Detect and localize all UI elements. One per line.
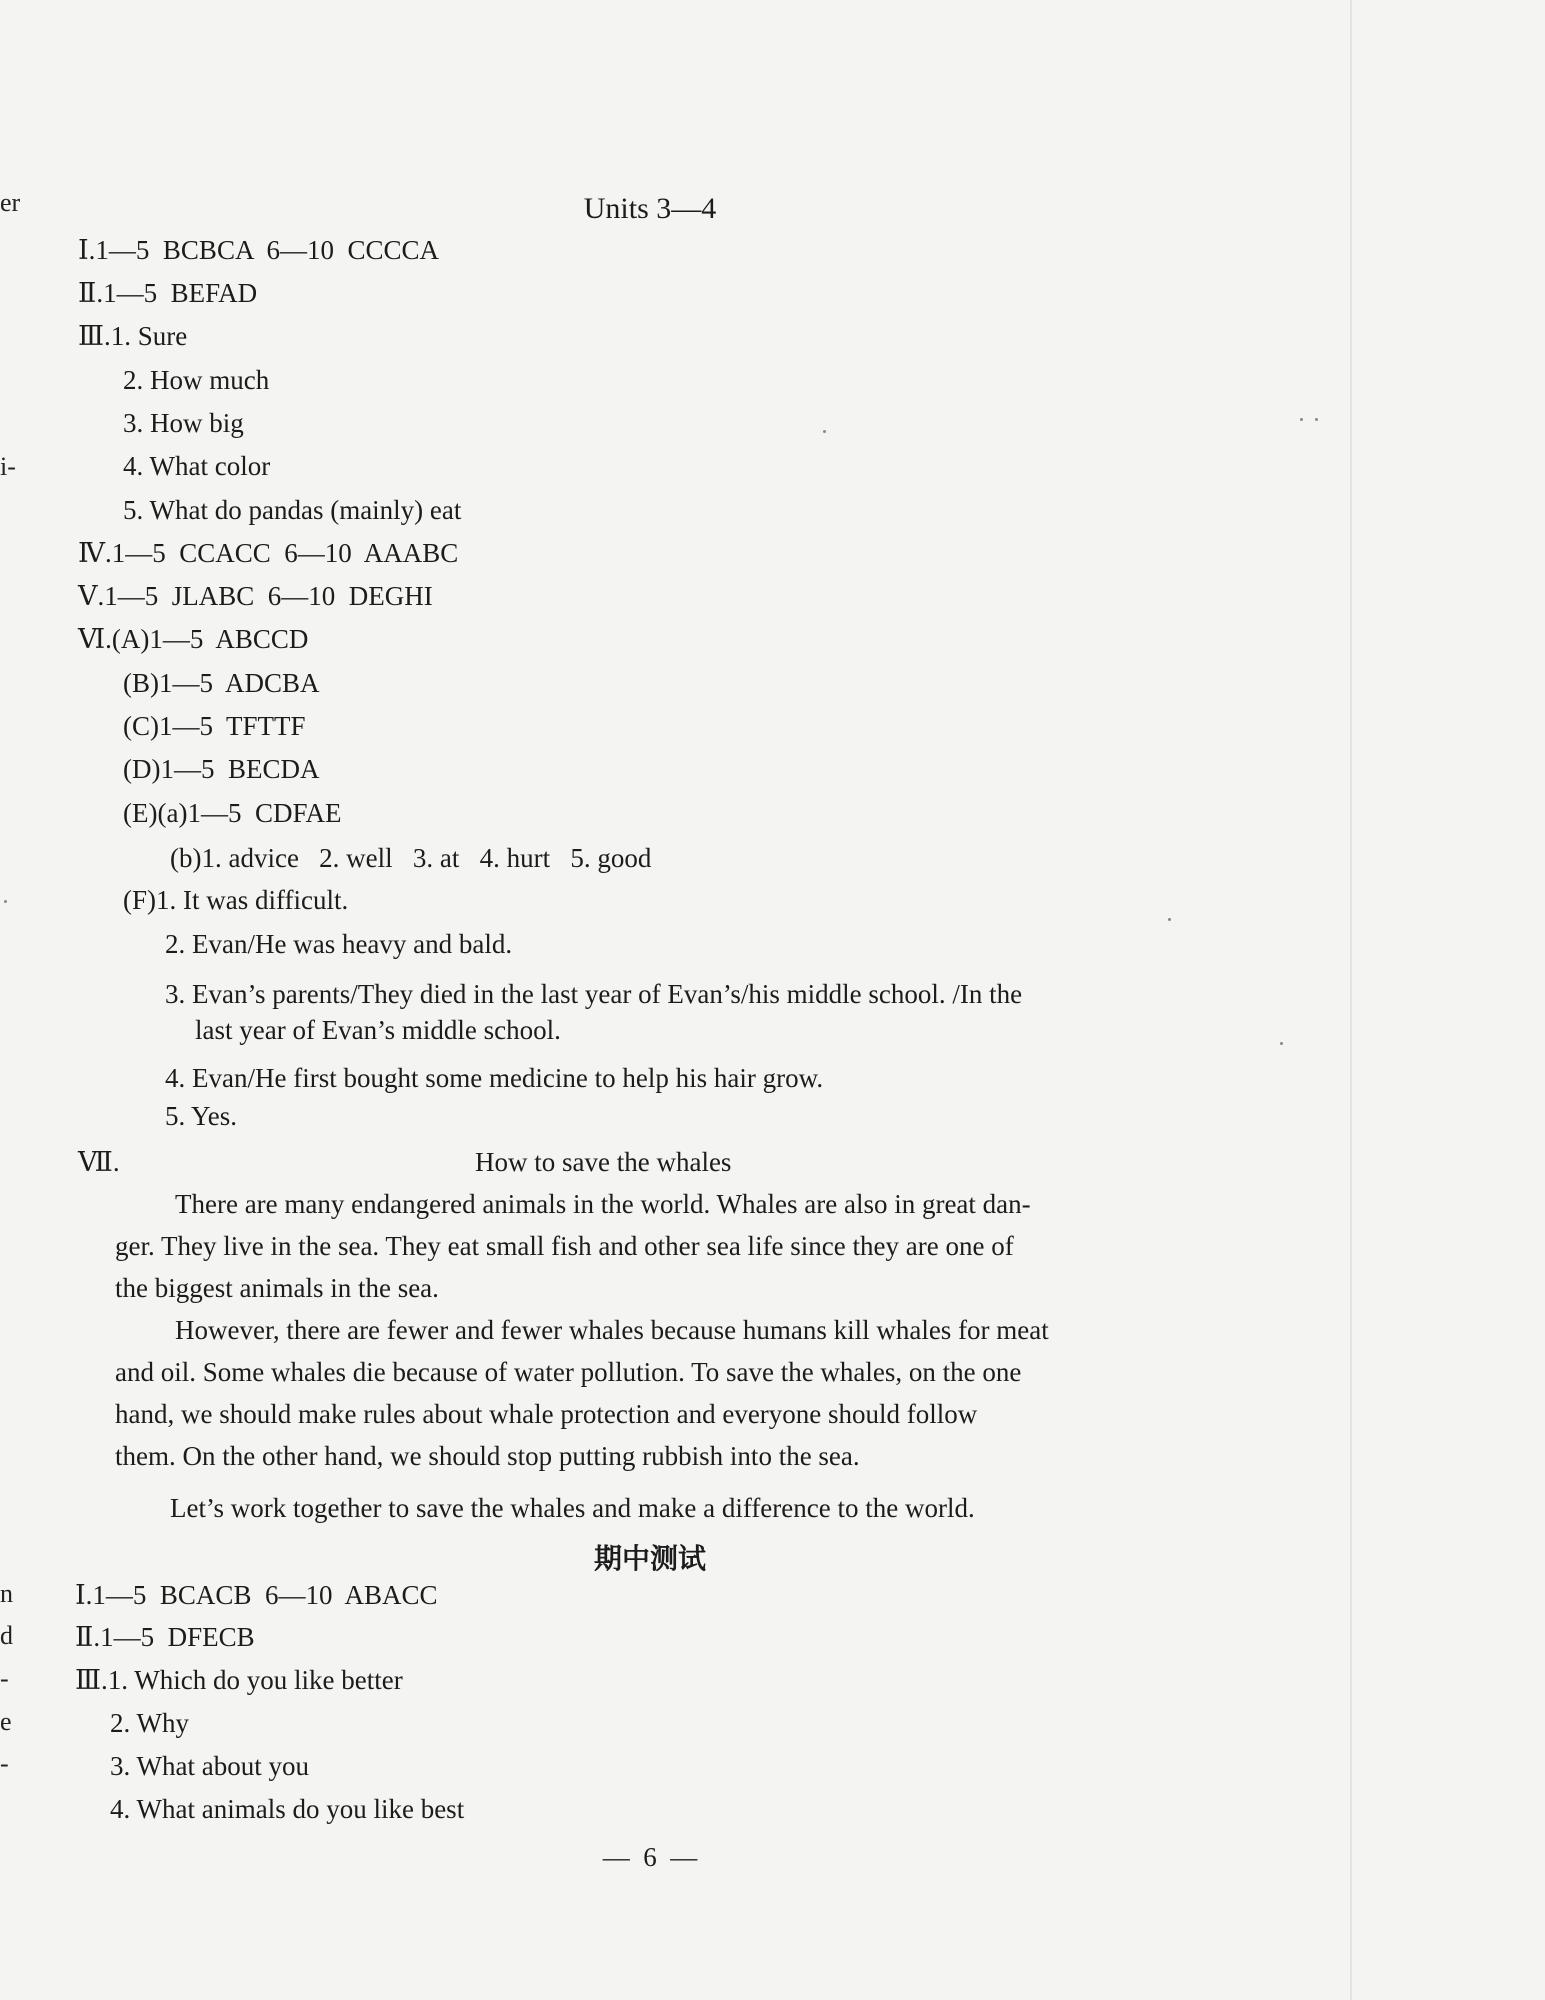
answer-line: (C)1—5 TFTTF — [123, 711, 306, 741]
edge-fragment: d — [0, 1621, 13, 1650]
answer-line: 2. Why — [110, 1708, 189, 1738]
section-title-units: Units 3—4 — [583, 192, 717, 225]
edge-fragment: e — [0, 1707, 12, 1736]
scan-speck — [1168, 918, 1171, 921]
answer-line: 3. Evan’s parents/They died in the last year of Evan’s/his middle school. /In the — [165, 979, 1023, 1009]
edge-fragment: - — [0, 1664, 9, 1693]
edge-fragment: n — [0, 1579, 13, 1608]
answer-line: 2. How much — [123, 365, 270, 395]
answer-line: Ⅴ.1—5 JLABC 6—10 DEGHI — [78, 581, 433, 611]
scan-speck — [1315, 418, 1318, 421]
answer-line: (F)1. It was difficult. — [123, 885, 349, 915]
scan-speck — [4, 900, 7, 903]
answer-line: (E)(a)1—5 CDFAE — [123, 798, 342, 828]
answer-line: Ⅱ.1—5 BEFAD — [78, 278, 258, 308]
answer-line: Ⅵ.(A)1—5 ABCCD — [78, 624, 309, 654]
answer-line: 3. How big — [123, 408, 244, 438]
edge-fragment: - — [0, 1749, 9, 1778]
essay-line: There are many endangered animals in the world. Whales are also in great dan- — [175, 1189, 1031, 1219]
answer-line: Ⅲ.1. Which do you like better — [75, 1665, 403, 1695]
answer-line: 4. What animals do you like best — [110, 1794, 465, 1824]
answer-line: last year of Evan’s middle school. — [195, 1015, 561, 1045]
page-fold-shadow — [1350, 0, 1352, 2000]
answer-line: Ⅲ.1. Sure — [78, 321, 188, 351]
answer-line: 3. What about you — [110, 1751, 309, 1781]
answer-line: 5. What do pandas (mainly) eat — [123, 495, 462, 525]
essay-line: and oil. Some whales die because of water pollution. To save the whales, on the one — [115, 1357, 1022, 1387]
essay-line: ger. They live in the sea. They eat small fish and other sea life since they are one of — [115, 1231, 1014, 1261]
essay-line: the biggest animals in the sea. — [115, 1273, 439, 1303]
answer-line: (b)1. advice 2. well 3. at 4. hurt 5. good — [170, 843, 652, 873]
section-title-midterm: 期中测试 — [593, 1542, 706, 1575]
answer-line: Ⅰ.1—5 BCACB 6—10 ABACC — [75, 1580, 438, 1610]
answer-line: 4. Evan/He first bought some medicine to help his hair grow. — [165, 1063, 824, 1093]
essay-title: How to save the whales — [475, 1147, 732, 1177]
page-number: — 6 — — [602, 1842, 698, 1872]
scan-speck — [823, 430, 826, 433]
essay-line: Let’s work together to save the whales and make a difference to the world. — [170, 1493, 975, 1523]
essay-line: them. On the other hand, we should stop putting rubbish into the sea. — [115, 1441, 860, 1471]
answer-line: 5. Yes. — [165, 1101, 238, 1131]
answer-line: Ⅱ.1—5 DFECB — [75, 1622, 255, 1652]
answer-line: (B)1—5 ADCBA — [123, 668, 320, 698]
answer-line: Ⅰ.1—5 BCBCA 6—10 CCCCA — [78, 235, 439, 265]
essay-label: Ⅶ. — [78, 1147, 120, 1177]
essay-line: However, there are fewer and fewer whales because humans kill whales for meat — [175, 1315, 1049, 1345]
edge-fragment: er — [0, 188, 21, 217]
answer-line: 2. Evan/He was heavy and bald. — [165, 929, 513, 959]
answer-line: (D)1—5 BECDA — [123, 754, 320, 784]
edge-fragment: i- — [0, 452, 16, 481]
answer-line: 4. What color — [123, 451, 271, 481]
scan-speck — [1300, 418, 1303, 421]
answer-line: Ⅳ.1—5 CCACC 6—10 AAABC — [78, 538, 459, 568]
essay-line: hand, we should make rules about whale protection and everyone should follow — [115, 1399, 978, 1429]
scan-speck — [1280, 1042, 1283, 1045]
